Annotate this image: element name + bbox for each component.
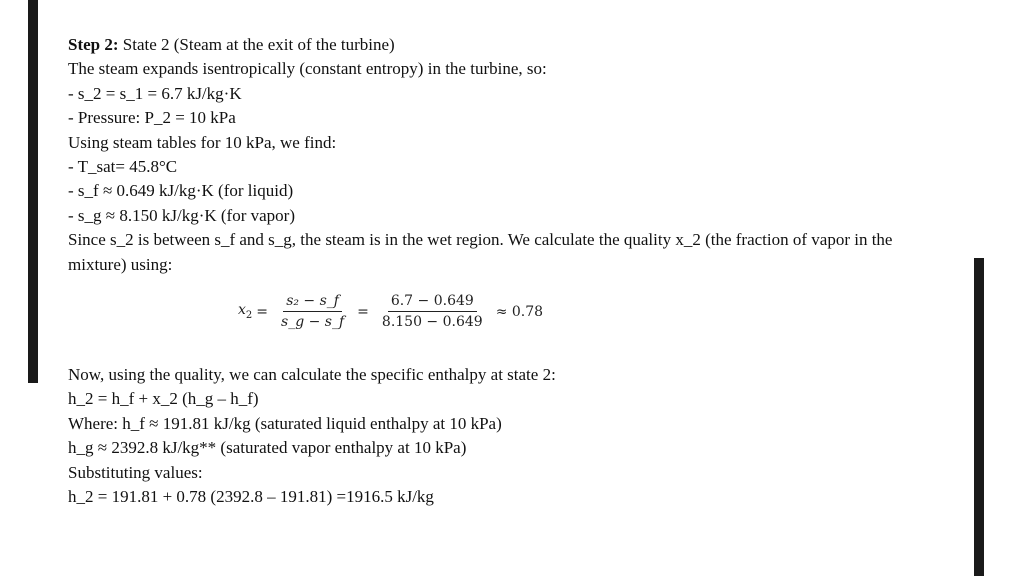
text-line-substituting: Substituting values:	[68, 462, 203, 482]
formula-numeric-denominator: 8.150 − 0.649	[381, 314, 483, 331]
formula-numeric-numerator: 6.7 − 0.649	[388, 293, 477, 312]
step-label: Step 2:	[68, 35, 119, 54]
step-heading	[68, 33, 948, 57]
text-line-sg: - s_g ≈ 8.150 kJ/kg·K (for vapor)	[68, 205, 295, 225]
formula-equals-2: =	[357, 303, 369, 320]
right-decorative-bar	[974, 258, 984, 576]
text-line-isentropic: The steam expands isentropically (constant entropy) in the turbine, so:	[68, 59, 547, 79]
formula-numeric-fraction	[379, 293, 486, 330]
text-line-hf: Where: h_f ≈ 191.81 kJ/kg (saturated liquid enthalpy at 10 kPa)	[68, 413, 502, 433]
text-line-sf: - s_f ≈ 0.649 kJ/kg·K (for liquid)	[68, 181, 294, 201]
text-line-tsat: - T_sat= 45.8°C	[68, 157, 178, 177]
text-line-entropy-equal: - s_2 = s_1 = 6.7 kJ/kg·K	[68, 83, 242, 103]
formula-symbolic-numerator: s₂ − s_f	[283, 293, 342, 312]
text-line-pressure: - Pressure: P_2 = 10 kPa	[68, 108, 236, 128]
text-line-steam-tables: Using steam tables for 10 kPa, we find:	[68, 132, 337, 152]
text-line-h2-equation: h_2 = h_f + x_2 (h_g – h_f)	[68, 389, 259, 409]
text-line-hg: h_g ≈ 2392.8 kJ/kg** (saturated vapor enthalpy at 10 kPa)	[68, 438, 467, 458]
document-body	[68, 33, 948, 510]
step-title: State 2 (Steam at the exit of the turbine)	[122, 35, 395, 54]
formula-result: ≈ 0.78	[495, 303, 544, 320]
formula-lhs: $x_2$	[238, 302, 253, 321]
left-decorative-bar	[28, 0, 38, 383]
formula-symbolic-fraction	[278, 293, 347, 330]
quality-formula	[68, 277, 948, 363]
text-line-h2-result: h_2 = 191.81 + 0.78 (2392.8 – 191.81) =1916.5 kJ/kg	[68, 487, 434, 507]
text-line-specific-enthalpy: Now, using the quality, we can calculate the specific enthalpy at state 2:	[68, 365, 556, 385]
formula-equals-1: =	[256, 303, 269, 320]
text-paragraph-quality: Since s_2 is between s_f and s_g, the steam is in the wet region. We calculate the quality x_2 (the fraction of vapor in the mixture) using:	[68, 230, 893, 274]
formula-symbolic-denominator: s_g − s_f	[281, 314, 345, 331]
